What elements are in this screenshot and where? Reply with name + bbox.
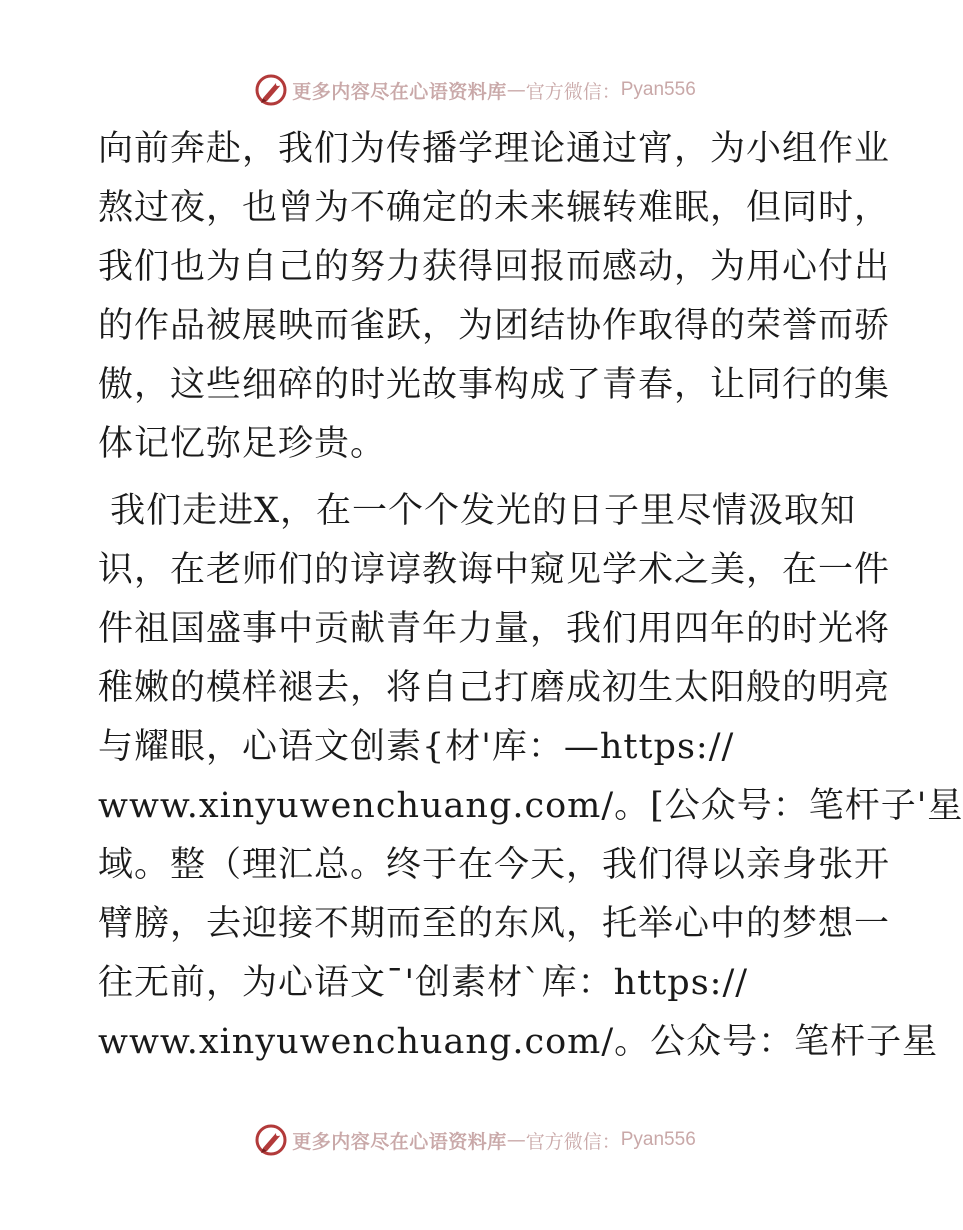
footer-wechat-label: 官方微信：: [525, 1130, 621, 1153]
footer-banner-text: 更多内容尽在心语资料库: [292, 1130, 507, 1153]
text-line: www.xinyuwenchuang.com/。公众号：笔杆子星: [98, 1022, 939, 1062]
pen-logo-icon: [254, 73, 288, 107]
text-line: 我们也为自己的努力获得回报而感动，为用心付出: [98, 247, 891, 287]
text-line: 臂膀，去迎接不期而至的东风，托举心中的梦想一: [98, 904, 891, 944]
pen-logo-icon: [254, 1123, 288, 1157]
text-line: 与耀眼，心语文创素{材'库：—https://: [98, 727, 735, 767]
footer-banner: [0, 1120, 950, 1160]
header-wechat-id: Pyan556: [620, 79, 696, 100]
text-line: www.xinyuwenchuang.com/。[公众号：笔杆子'星: [98, 786, 963, 826]
paragraph-1: [98, 120, 891, 474]
text-line: 识，在老师们的谆谆教诲中窥见学术之美，在一件: [98, 550, 891, 590]
paragraph-gap: [98, 474, 858, 482]
text-line: 件祖国盛事中贡献青年力量，我们用四年的时光将: [98, 609, 891, 649]
header-banner-separator: —: [506, 79, 526, 101]
text-line: 我们走进X，在一个个发光的日子里尽情汲取知: [98, 491, 857, 531]
text-line: 域。整（理汇总。终于在今天，我们得以亲身张开: [98, 845, 891, 885]
text-line: 往无前，为心语文¯'创素材`库：https://: [98, 963, 749, 1003]
header-banner-text: 更多内容尽在心语资料库: [292, 80, 507, 103]
text-line: 稚嫩的模样褪去，将自己打磨成初生太阳般的明亮: [98, 668, 891, 708]
footer-banner-separator: —: [506, 1129, 526, 1151]
header-banner: [0, 70, 950, 110]
text-line: 的作品被展映而雀跃，为团结协作取得的荣誉而骄: [98, 306, 891, 346]
text-line: 傲，这些细碎的时光故事构成了青春，让同行的集: [98, 365, 891, 405]
document-body: [98, 120, 963, 1072]
text-line: 熬过夜，也曾为不确定的未来辗转难眠，但同时，: [98, 188, 891, 228]
text-line: 体记忆弥足珍贵。: [98, 424, 387, 464]
text-line: 向前奔赴，我们为传播学理论通过宵，为小组作业: [98, 129, 891, 169]
header-wechat-label: 官方微信：: [525, 80, 621, 103]
footer-wechat-id: Pyan556: [620, 1129, 696, 1150]
paragraph-2: [98, 482, 963, 1072]
